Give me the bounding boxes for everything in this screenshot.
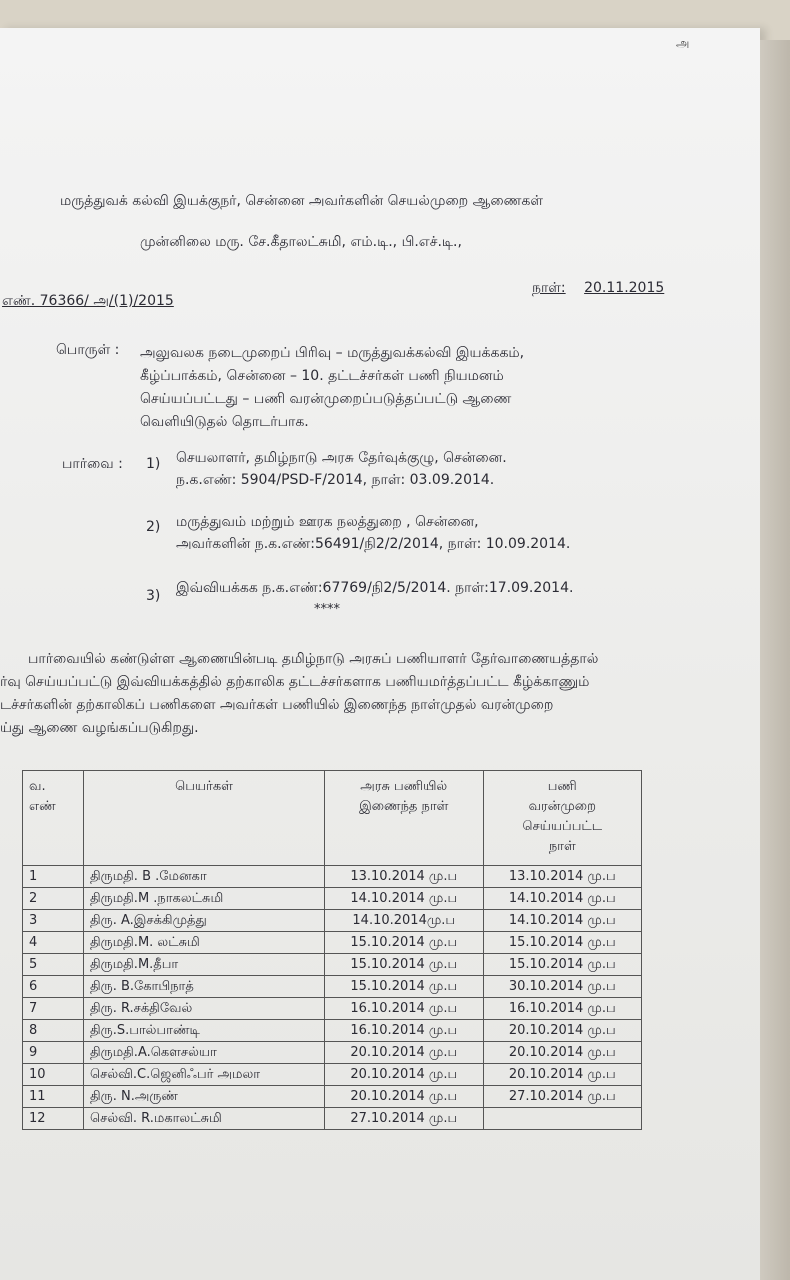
table-cell: 27.10.2014 மு.ப — [483, 1086, 642, 1108]
table-row — [23, 888, 642, 910]
table-cell: 6 — [23, 976, 84, 998]
table-cell: திரு. A.இசக்கிமுத்து — [84, 910, 325, 932]
date-block — [532, 280, 664, 298]
reference-line: ந.க.எண்: 5904/PSD-F/2014, நாள்: 03.09.2014. — [176, 472, 495, 488]
table-cell: 15.10.2014 மு.ப — [325, 976, 484, 998]
table-cell: 4 — [23, 932, 84, 954]
table-cell: 20.10.2014 மு.ப — [325, 1064, 484, 1086]
table-cell: 5 — [23, 954, 84, 976]
reference-item-3: இவ்வியக்கக ந.க.எண்:67769/நி2/5/2014. நாள்:17.09.2014. — [176, 580, 574, 596]
table-cell: 13.10.2014 மு.ப — [483, 866, 642, 888]
table-cell: திருமதி.A.கௌசல்யா — [84, 1042, 325, 1064]
table-cell: 13.10.2014 மு.ப — [325, 866, 484, 888]
body-paragraph — [0, 648, 598, 740]
table-row — [23, 1086, 642, 1108]
body-line: ர்வு செய்யப்பட்டு இவ்வியக்கத்தில் தற்காலிக தட்டச்சர்களாக பணியமர்த்தப்பட்ட கீழ்க்காணும் — [0, 674, 590, 690]
table-cell — [483, 1108, 642, 1130]
table-cell: 20.10.2014 மு.ப — [483, 1042, 642, 1064]
table-cell: 16.10.2014 மு.ப — [325, 998, 484, 1020]
table-cell: 20.10.2014 மு.ப — [483, 1064, 642, 1086]
reference-item-2-no: 2) — [146, 519, 161, 535]
table-row — [23, 910, 642, 932]
table-cell: 14.10.2014 மு.ப — [483, 910, 642, 932]
table-cell: திரு. N.அருண் — [84, 1086, 325, 1108]
subject-text — [140, 342, 524, 434]
table-cell: 15.10.2014 மு.ப — [483, 932, 642, 954]
body-line: பார்வையில் கண்டுள்ள ஆணையின்படி தமிழ்நாடு அரசுப் பணியாளர் தேர்வாணையத்தால் — [28, 651, 599, 667]
table-cell: 7 — [23, 998, 84, 1020]
page-mark: அ — [676, 36, 690, 50]
separator-stars: **** — [314, 602, 340, 617]
table-row — [23, 1042, 642, 1064]
table-cell: 15.10.2014 மு.ப — [483, 954, 642, 976]
body-line: ய்து ஆணை வழங்கப்படுகிறது. — [0, 720, 199, 736]
body-line: டச்சர்களின் தற்காலிகப் பணிகளை அவர்கள் பணியில் இணைந்த நாள்முதல் வரன்முறை — [0, 697, 554, 713]
table-cell: 2 — [23, 888, 84, 910]
table-cell: திருமதி.M.தீபா — [84, 954, 325, 976]
table-cell: 16.10.2014 மு.ப — [483, 998, 642, 1020]
table-cell: 14.10.2014மு.ப — [325, 910, 484, 932]
reference-item-3-no: 3) — [146, 588, 161, 604]
table-cell: திருமதி.M. லட்சுமி — [84, 932, 325, 954]
table-cell: திரு. B.கோபிநாத் — [84, 976, 325, 998]
subject-line: செய்யப்பட்டது – பணி வரன்முறைப்படுத்தப்பட்டு ஆணை — [140, 391, 512, 407]
table-cell: திரு.S.பால்பாண்டி — [84, 1020, 325, 1042]
reference-line: மருத்துவம் மற்றும் ஊரக நலத்துறை , சென்னை, — [176, 514, 479, 530]
table-cell: 20.10.2014 மு.ப — [483, 1020, 642, 1042]
table-cell: 20.10.2014 மு.ப — [325, 1086, 484, 1108]
header-serial-no: வ. எண் — [23, 771, 84, 866]
header-names: பெயர்கள் — [84, 771, 325, 866]
reference-item-1-no: 1) — [146, 456, 161, 472]
table-cell: 15.10.2014 மு.ப — [325, 954, 484, 976]
subject-line: அலுவலக நடைமுறைப் பிரிவு – மருத்துவக்கல்வி இயக்ககம், — [140, 345, 525, 361]
subject-line: வெளியிடுதல் தொடர்பாக. — [140, 414, 309, 430]
paper-edge — [760, 40, 790, 1280]
table-cell: 11 — [23, 1086, 84, 1108]
table-cell: 16.10.2014 மு.ப — [325, 1020, 484, 1042]
header-line-1: மருத்துவக் கல்வி இயக்குநர், சென்னை அவர்களின் செயல்முறை ஆணைகள் — [60, 193, 544, 209]
table-cell: திருமதி.M .நாகலட்சுமி — [84, 888, 325, 910]
table-cell: 12 — [23, 1108, 84, 1130]
header-regularised-date: பணி வரன்முறை செய்யப்பட்ட நாள் — [483, 771, 642, 866]
table-row — [23, 1064, 642, 1086]
table-cell: திருமதி. B .மேனகா — [84, 866, 325, 888]
reference-line: செயலாளர், தமிழ்நாடு அரசு தேர்வுக்குழு, சென்னை. — [176, 450, 507, 466]
table-row — [23, 1020, 642, 1042]
table-cell: 20.10.2014 மு.ப — [325, 1042, 484, 1064]
order-date: 20.11.2015 — [584, 280, 665, 296]
header-line-2: முன்னிலை மரு. சே.கீதாலட்சுமி, எம்.டி., பி.எச்.டி., — [140, 234, 462, 250]
table-row — [23, 866, 642, 888]
table-cell: 10 — [23, 1064, 84, 1086]
table-cell: 14.10.2014 மு.ப — [483, 888, 642, 910]
table-cell: 14.10.2014 மு.ப — [325, 888, 484, 910]
table-cell: 15.10.2014 மு.ப — [325, 932, 484, 954]
table-row — [23, 976, 642, 998]
reference-line: அவர்களின் ந.க.எண்:56491/நி2/2/2014, நாள்: 10.09.2014. — [176, 536, 571, 552]
reference-item-2 — [176, 511, 570, 555]
table-header-row — [23, 771, 642, 866]
table-row — [23, 954, 642, 976]
table-cell: 3 — [23, 910, 84, 932]
table-cell: 1 — [23, 866, 84, 888]
table-row — [23, 932, 642, 954]
subject-label: பொருள் : — [56, 342, 120, 358]
reference-item-1 — [176, 447, 507, 491]
table-row — [23, 1108, 642, 1130]
references-label: பார்வை : — [62, 456, 123, 472]
table-cell: 30.10.2014 மு.ப — [483, 976, 642, 998]
table-cell: செல்வி. R.மகாலட்சுமி — [84, 1108, 325, 1130]
subject-line: கீழ்ப்பாக்கம், சென்னை – 10. தட்டச்சர்கள் பணி நியமனம் — [140, 368, 504, 384]
table-cell: 27.10.2014 மு.ப — [325, 1108, 484, 1130]
table-cell: 8 — [23, 1020, 84, 1042]
table-cell: 9 — [23, 1042, 84, 1064]
table-cell: திரு. R.சக்திவேல் — [84, 998, 325, 1020]
date-label: நாள்: — [532, 280, 566, 296]
table-row — [23, 998, 642, 1020]
staff-table — [22, 770, 642, 1130]
header-joining-date: அரசு பணியில் இணைந்த நாள் — [325, 771, 484, 866]
table-cell: செல்வி.C.ஜெனிஃபர் அமலா — [84, 1064, 325, 1086]
reference-number: எண். 76366/ அ/(1)/2015 — [2, 293, 174, 309]
